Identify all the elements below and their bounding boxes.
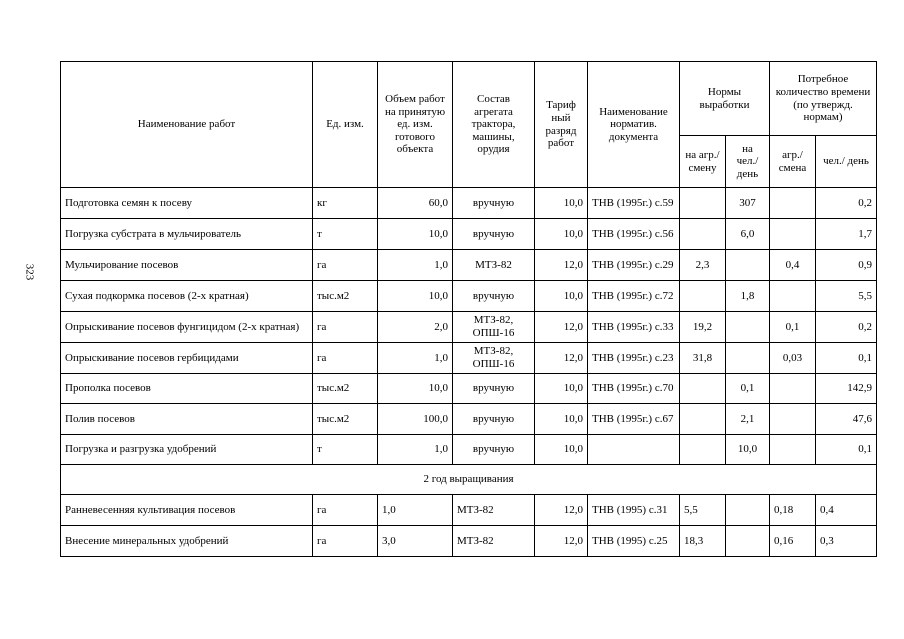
cell-time-agr-shift: 0,18 xyxy=(770,495,816,526)
cell-work-name: Прополка посевов xyxy=(61,374,313,404)
cell-composition: вручную xyxy=(453,374,535,404)
cell-composition: МТЗ-82 xyxy=(453,495,535,526)
table-row xyxy=(61,526,877,557)
cell-volume: 1,0 xyxy=(378,435,453,465)
cell-unit: га xyxy=(313,343,378,374)
cell-unit: га xyxy=(313,250,378,281)
cell-work-name: Погрузка и разгрузка удобрений xyxy=(61,435,313,465)
header-output-norms: Нормы выработки xyxy=(680,62,770,136)
cell-composition: МТЗ-82, ОПШ-16 xyxy=(453,312,535,343)
page-number: 323 xyxy=(23,263,36,281)
cell-norm-per-shift: 19,2 xyxy=(680,312,726,343)
header-tariff: Тариф ный разряд работ xyxy=(535,62,588,188)
table-row xyxy=(61,374,877,404)
cell-unit: га xyxy=(313,526,378,557)
cell-time-man-day: 0,3 xyxy=(816,526,877,557)
cell-volume: 1,0 xyxy=(378,250,453,281)
cell-time-man-day: 1,7 xyxy=(816,219,877,250)
header-time-man-day: чел./ день xyxy=(816,136,877,188)
cell-norm-per-day: 1,8 xyxy=(726,281,770,312)
cell-work-name: Подготовка семян к посеву xyxy=(61,188,313,219)
cell-volume: 10,0 xyxy=(378,374,453,404)
cell-composition: вручную xyxy=(453,281,535,312)
cell-norm-per-day: 6,0 xyxy=(726,219,770,250)
cell-composition: МТЗ-82 xyxy=(453,250,535,281)
cell-tariff: 10,0 xyxy=(535,435,588,465)
cell-time-man-day: 0,1 xyxy=(816,343,877,374)
cell-norm-per-shift: 31,8 xyxy=(680,343,726,374)
cell-volume: 100,0 xyxy=(378,404,453,435)
cell-norm-doc: ТНВ (1995г.) с.29 xyxy=(588,250,680,281)
cell-time-agr-shift: 0,4 xyxy=(770,250,816,281)
cell-norm-per-day: 10,0 xyxy=(726,435,770,465)
table-row xyxy=(61,219,877,250)
header-time-required: Потребное количество времени (по утвержд. нормам) xyxy=(770,62,877,136)
cell-norm-per-day xyxy=(726,250,770,281)
cell-norm-doc xyxy=(588,435,680,465)
table-row xyxy=(61,404,877,435)
cell-volume: 3,0 xyxy=(378,526,453,557)
cell-norm-doc: ТНВ (1995г.) с.67 xyxy=(588,404,680,435)
cell-norm-per-shift xyxy=(680,281,726,312)
cell-unit: га xyxy=(313,312,378,343)
cell-composition: МТЗ-82, ОПШ-16 xyxy=(453,343,535,374)
cell-volume: 10,0 xyxy=(378,281,453,312)
cell-tariff: 12,0 xyxy=(535,495,588,526)
cell-composition: вручную xyxy=(453,435,535,465)
cell-tariff: 12,0 xyxy=(535,312,588,343)
cell-tariff: 10,0 xyxy=(535,219,588,250)
cell-time-agr-shift xyxy=(770,188,816,219)
cell-norm-per-day xyxy=(726,495,770,526)
cell-volume: 10,0 xyxy=(378,219,453,250)
cell-norm-per-shift: 18,3 xyxy=(680,526,726,557)
cell-unit: га xyxy=(313,495,378,526)
cell-norm-per-day xyxy=(726,526,770,557)
cell-volume: 60,0 xyxy=(378,188,453,219)
cell-norm-doc: ТНВ (1995) с.31 xyxy=(588,495,680,526)
cell-work-name: Опрыскивание посевов гербицидами xyxy=(61,343,313,374)
cell-norm-per-day: 0,1 xyxy=(726,374,770,404)
header-output-per-shift: на агр./ смену xyxy=(680,136,726,188)
cell-time-agr-shift: 0,03 xyxy=(770,343,816,374)
header-work-name: Наименование работ xyxy=(61,62,313,188)
cell-norm-doc: ТНВ (1995г.) с.72 xyxy=(588,281,680,312)
cell-norm-per-shift xyxy=(680,374,726,404)
cell-time-agr-shift xyxy=(770,435,816,465)
cell-norm-per-day xyxy=(726,312,770,343)
cell-work-name: Мульчирование посевов xyxy=(61,250,313,281)
cell-volume: 1,0 xyxy=(378,343,453,374)
cell-time-agr-shift: 0,16 xyxy=(770,526,816,557)
table-row xyxy=(61,312,877,343)
cell-norm-doc: ТНВ (1995г.) с.70 xyxy=(588,374,680,404)
section-title: 2 год выращивания xyxy=(61,465,877,495)
cell-norm-per-shift xyxy=(680,188,726,219)
table-row xyxy=(61,250,877,281)
cell-norm-per-shift xyxy=(680,435,726,465)
cell-norm-per-day: 2,1 xyxy=(726,404,770,435)
header-unit: Ед. изм. xyxy=(313,62,378,188)
cell-work-name: Внесение минеральных удобрений xyxy=(61,526,313,557)
table-row xyxy=(61,188,877,219)
cell-work-name: Ранневесенняя культивация посевов xyxy=(61,495,313,526)
cell-time-agr-shift: 0,1 xyxy=(770,312,816,343)
work-norms-table xyxy=(60,61,877,557)
cell-time-man-day: 47,6 xyxy=(816,404,877,435)
cell-norm-doc: ТНВ (1995г.) с.33 xyxy=(588,312,680,343)
cell-norm-per-day: 307 xyxy=(726,188,770,219)
cell-time-man-day: 142,9 xyxy=(816,374,877,404)
header-output-per-day: на чел./ день xyxy=(726,136,770,188)
cell-time-man-day: 0,1 xyxy=(816,435,877,465)
table-row xyxy=(61,435,877,465)
table-row xyxy=(61,343,877,374)
cell-time-agr-shift xyxy=(770,374,816,404)
cell-tariff: 12,0 xyxy=(535,343,588,374)
cell-unit: т xyxy=(313,435,378,465)
cell-time-man-day: 0,2 xyxy=(816,312,877,343)
cell-tariff: 10,0 xyxy=(535,281,588,312)
cell-tariff: 12,0 xyxy=(535,526,588,557)
cell-volume: 1,0 xyxy=(378,495,453,526)
cell-norm-doc: ТНВ (1995г.) с.56 xyxy=(588,219,680,250)
cell-composition: вручную xyxy=(453,219,535,250)
cell-unit: т xyxy=(313,219,378,250)
cell-norm-doc: ТНВ (1995г.) с.23 xyxy=(588,343,680,374)
cell-work-name: Сухая подкормка посевов (2-х кратная) xyxy=(61,281,313,312)
cell-tariff: 10,0 xyxy=(535,188,588,219)
header-volume: Объем работ на принятую ед. изм. готового объекта xyxy=(378,62,453,188)
cell-unit: тыс.м2 xyxy=(313,374,378,404)
cell-norm-per-shift: 5,5 xyxy=(680,495,726,526)
cell-norm-per-shift: 2,3 xyxy=(680,250,726,281)
cell-time-agr-shift xyxy=(770,281,816,312)
cell-time-man-day: 5,5 xyxy=(816,281,877,312)
header-unit-composition: Состав агрегата трактора, машины, орудия xyxy=(453,62,535,188)
cell-tariff: 10,0 xyxy=(535,374,588,404)
cell-norm-doc: ТНВ (1995г.) с.59 xyxy=(588,188,680,219)
table-row xyxy=(61,495,877,526)
cell-composition: вручную xyxy=(453,404,535,435)
cell-tariff: 12,0 xyxy=(535,250,588,281)
cell-work-name: Погрузка субстрата в мульчирователь xyxy=(61,219,313,250)
cell-time-man-day: 0,4 xyxy=(816,495,877,526)
header-norm-doc: Наименование норматив. документа xyxy=(588,62,680,188)
cell-time-agr-shift xyxy=(770,404,816,435)
cell-volume: 2,0 xyxy=(378,312,453,343)
header-time-agr-shift: агр./ смена xyxy=(770,136,816,188)
cell-unit: тыс.м2 xyxy=(313,281,378,312)
cell-unit: кг xyxy=(313,188,378,219)
cell-time-man-day: 0,2 xyxy=(816,188,877,219)
cell-composition: МТЗ-82 xyxy=(453,526,535,557)
cell-work-name: Опрыскивание посевов фунгицидом (2-х кратная) xyxy=(61,312,313,343)
cell-tariff: 10,0 xyxy=(535,404,588,435)
cell-norm-per-shift xyxy=(680,219,726,250)
cell-composition: вручную xyxy=(453,188,535,219)
cell-norm-doc: ТНВ (1995) с.25 xyxy=(588,526,680,557)
cell-unit: тыс.м2 xyxy=(313,404,378,435)
table-row xyxy=(61,281,877,312)
cell-time-agr-shift xyxy=(770,219,816,250)
cell-time-man-day: 0,9 xyxy=(816,250,877,281)
cell-work-name: Полив посевов xyxy=(61,404,313,435)
cell-norm-per-day xyxy=(726,343,770,374)
cell-norm-per-shift xyxy=(680,404,726,435)
